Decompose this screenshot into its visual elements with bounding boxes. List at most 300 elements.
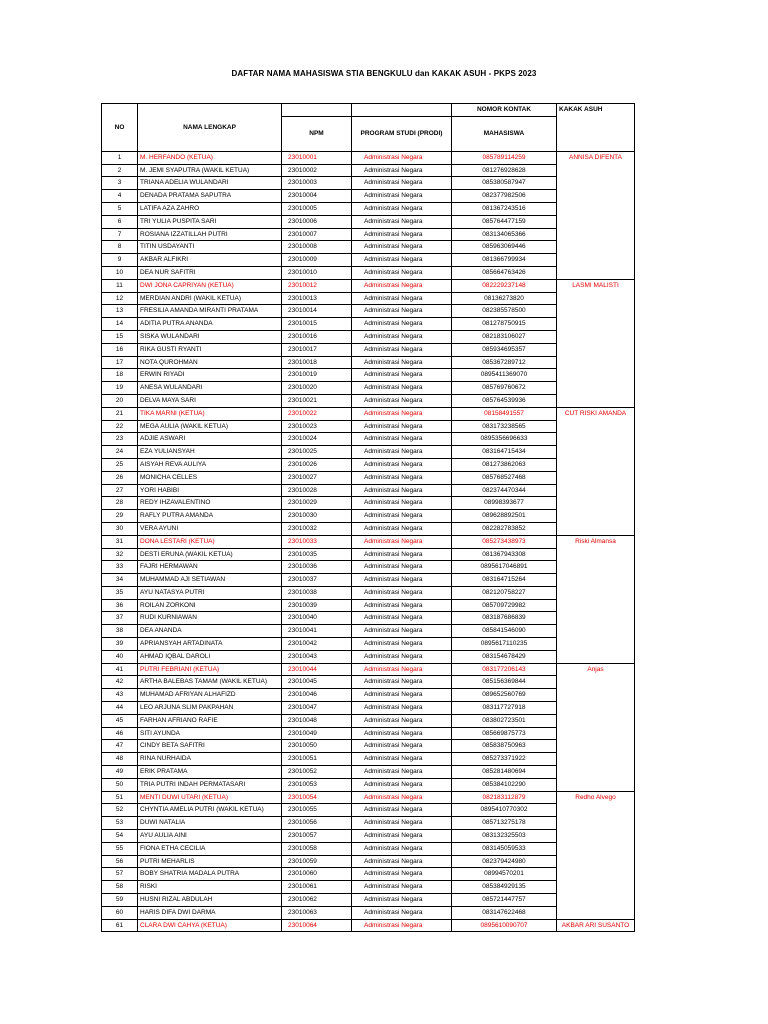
row-npm: 23010019: [282, 369, 352, 382]
row-nama: CLARA DWI CAHYA (KETUA): [138, 919, 282, 932]
row-no: 28: [102, 497, 138, 510]
table-row: [102, 702, 635, 715]
table-row: [102, 292, 635, 305]
row-npm: 23010013: [282, 292, 352, 305]
table-row: [102, 778, 635, 791]
row-npm: 23010032: [282, 522, 352, 535]
row-no: 56: [102, 855, 138, 868]
row-no: 2: [102, 164, 138, 177]
row-nama: RIKA GUSTI RYANTI: [138, 343, 282, 356]
row-npm: 23010016: [282, 330, 352, 343]
row-nama: FARHAN AFRIANO RAFIE: [138, 714, 282, 727]
row-prodi: Administrasi Negara: [352, 881, 452, 894]
row-nama: ADITIA PUTRA ANANDA: [138, 318, 282, 331]
row-kontak: 085380587947: [452, 177, 557, 190]
row-prodi: Administrasi Negara: [352, 522, 452, 535]
table-row: [102, 177, 635, 190]
row-prodi: Administrasi Negara: [352, 356, 452, 369]
row-kontak: 085789114259: [452, 151, 557, 164]
row-prodi: Administrasi Negara: [352, 382, 452, 395]
table-row: [102, 330, 635, 343]
row-kontak: 085713275178: [452, 817, 557, 830]
row-nama: AISYAH REVA AULIYA: [138, 458, 282, 471]
table-body: [102, 151, 635, 932]
table-row: [102, 868, 635, 881]
row-no: 15: [102, 330, 138, 343]
row-npm: 23010018: [282, 356, 352, 369]
row-prodi: Administrasi Negara: [352, 292, 452, 305]
row-nama: DUWI NATALIA: [138, 817, 282, 830]
table-row: [102, 574, 635, 587]
row-kontak: 083134065366: [452, 228, 557, 241]
row-nama: CHYNTIA AMELIA PUTRI (WAKIL KETUA): [138, 804, 282, 817]
row-prodi: Administrasi Negara: [352, 190, 452, 203]
table-row: [102, 586, 635, 599]
row-prodi: Administrasi Negara: [352, 369, 452, 382]
table-row: [102, 497, 635, 510]
row-kontak: 0895617046891: [452, 561, 557, 574]
row-nama: TITIN USDAYANTI: [138, 241, 282, 254]
row-prodi: Administrasi Negara: [352, 548, 452, 561]
header-nomor-kontak: NOMOR KONTAK: [452, 104, 557, 117]
row-prodi: Administrasi Negara: [352, 650, 452, 663]
row-prodi: Administrasi Negara: [352, 228, 452, 241]
row-kontak: 0895617110235: [452, 638, 557, 651]
row-kontak: 083802723501: [452, 714, 557, 727]
row-no: 26: [102, 471, 138, 484]
row-no: 48: [102, 753, 138, 766]
kakak-asuh-cell: Riski Almansa: [557, 535, 635, 663]
row-npm: 23010021: [282, 394, 352, 407]
row-kontak: 083173238565: [452, 420, 557, 433]
row-npm: 23010054: [282, 791, 352, 804]
table-row: [102, 510, 635, 523]
page-title: DAFTAR NAMA MAHASISWA STIA BENGKULU dan KAKAK ASUH - PKPS 2023: [231, 69, 537, 78]
row-npm: 23010052: [282, 766, 352, 779]
row-prodi: Administrasi Negara: [352, 919, 452, 932]
table-row: [102, 266, 635, 279]
row-prodi: Administrasi Negara: [352, 433, 452, 446]
row-nama: BOBY SHATRIA MADALA PUTRA: [138, 868, 282, 881]
row-npm: 23010058: [282, 842, 352, 855]
row-kontak: 082120758227: [452, 586, 557, 599]
row-kontak: 083177206143: [452, 663, 557, 676]
row-prodi: Administrasi Negara: [352, 241, 452, 254]
row-nama: FAJRI HERMAWAN: [138, 561, 282, 574]
table-row: [102, 407, 635, 420]
row-npm: 23010049: [282, 727, 352, 740]
header-npm-spacer: [282, 104, 352, 117]
row-nama: SITI AYUNDA: [138, 727, 282, 740]
row-prodi: Administrasi Negara: [352, 177, 452, 190]
row-prodi: Administrasi Negara: [352, 868, 452, 881]
row-npm: 23010043: [282, 650, 352, 663]
row-npm: 23010022: [282, 407, 352, 420]
row-no: 60: [102, 906, 138, 919]
row-prodi: Administrasi Negara: [352, 458, 452, 471]
row-prodi: Administrasi Negara: [352, 484, 452, 497]
row-nama: AKBAR ALFIKRI: [138, 254, 282, 267]
row-no: 9: [102, 254, 138, 267]
row-no: 47: [102, 740, 138, 753]
table-row: [102, 279, 635, 292]
table-row: [102, 215, 635, 228]
row-no: 21: [102, 407, 138, 420]
header-prodi: PROGRAM STUDI (PRODI): [352, 116, 452, 151]
row-prodi: Administrasi Negara: [352, 830, 452, 843]
row-npm: 23010062: [282, 894, 352, 907]
table-row: [102, 522, 635, 535]
row-prodi: Administrasi Negara: [352, 343, 452, 356]
row-prodi: Administrasi Negara: [352, 714, 452, 727]
table-row: [102, 535, 635, 548]
table-row: [102, 164, 635, 177]
row-npm: 23010017: [282, 343, 352, 356]
row-nama: RUDI KURNIAWAN: [138, 612, 282, 625]
row-kontak: 082377982506: [452, 190, 557, 203]
row-kontak: 08998393677: [452, 497, 557, 510]
row-npm: 23010027: [282, 471, 352, 484]
row-npm: 23010040: [282, 612, 352, 625]
row-npm: 23010053: [282, 778, 352, 791]
row-nama: MENTI DUWI UTARI (KETUA): [138, 791, 282, 804]
row-no: 7: [102, 228, 138, 241]
row-kontak: 085709729982: [452, 599, 557, 612]
row-no: 52: [102, 804, 138, 817]
row-kontak: 082183112879: [452, 791, 557, 804]
row-npm: 23010037: [282, 574, 352, 587]
row-nama: RAFLY PUTRA AMANDA: [138, 510, 282, 523]
row-nama: ADJIE ASWARI: [138, 433, 282, 446]
row-nama: MEGA AULIA (WAKIL KETUA): [138, 420, 282, 433]
row-kontak: 082385578500: [452, 305, 557, 318]
table-row: [102, 241, 635, 254]
row-nama: ERWIN RIYADI: [138, 369, 282, 382]
row-nama: DEA NUR SAFITRI: [138, 266, 282, 279]
table-row: [102, 190, 635, 203]
row-no: 31: [102, 535, 138, 548]
row-nama: LATIFA AZA ZAHRO: [138, 202, 282, 215]
table-row: [102, 881, 635, 894]
row-nama: TIKA MARNI (KETUA): [138, 407, 282, 420]
row-kontak: 085768527468: [452, 471, 557, 484]
row-npm: 23010060: [282, 868, 352, 881]
row-no: 50: [102, 778, 138, 791]
row-nama: TRI YULIA PUSPITA SARI: [138, 215, 282, 228]
table-row: [102, 433, 635, 446]
row-no: 19: [102, 382, 138, 395]
row-npm: 23010045: [282, 676, 352, 689]
row-kontak: 085384102290: [452, 778, 557, 791]
row-no: 20: [102, 394, 138, 407]
row-kontak: 082282783852: [452, 522, 557, 535]
kakak-asuh-cell: AKBAR ARI SUSANTO: [557, 919, 635, 932]
row-kontak: 085669875773: [452, 727, 557, 740]
row-nama: AYU AULIA AINI: [138, 830, 282, 843]
row-npm: 23010061: [282, 881, 352, 894]
table-row: [102, 446, 635, 459]
table-row: [102, 855, 635, 868]
row-prodi: Administrasi Negara: [352, 266, 452, 279]
row-no: 12: [102, 292, 138, 305]
row-prodi: Administrasi Negara: [352, 279, 452, 292]
row-nama: REDY IHZAVALENTINO: [138, 497, 282, 510]
row-kontak: 085367289712: [452, 356, 557, 369]
table-row: [102, 458, 635, 471]
row-npm: 23010039: [282, 599, 352, 612]
row-no: 38: [102, 625, 138, 638]
row-kontak: 081367243516: [452, 202, 557, 215]
row-npm: 23010051: [282, 753, 352, 766]
row-nama: FIONA ETHA CECILIA: [138, 842, 282, 855]
row-npm: 23010033: [282, 535, 352, 548]
row-prodi: Administrasi Negara: [352, 894, 452, 907]
table-row: [102, 740, 635, 753]
row-nama: CINDY BETA SAFITRI: [138, 740, 282, 753]
row-npm: 23010046: [282, 689, 352, 702]
kakak-asuh-cell: Redho Alvego: [557, 791, 635, 919]
header-prodi-spacer: [352, 104, 452, 117]
table-row: [102, 625, 635, 638]
row-nama: HARIS DIFA DWI DARMA: [138, 906, 282, 919]
row-nama: HUSNI RIZAL ABDULAH: [138, 894, 282, 907]
row-npm: 23010056: [282, 817, 352, 830]
row-prodi: Administrasi Negara: [352, 420, 452, 433]
row-kontak: 08994570201: [452, 868, 557, 881]
table-row: [102, 305, 635, 318]
table-row: [102, 484, 635, 497]
row-prodi: Administrasi Negara: [352, 599, 452, 612]
row-prodi: Administrasi Negara: [352, 574, 452, 587]
row-no: 58: [102, 881, 138, 894]
row-kontak: 0895356696633: [452, 433, 557, 446]
row-no: 51: [102, 791, 138, 804]
row-kontak: 083187686839: [452, 612, 557, 625]
table-row: [102, 343, 635, 356]
row-kontak: 08158491557: [452, 407, 557, 420]
row-no: 27: [102, 484, 138, 497]
row-prodi: Administrasi Negara: [352, 676, 452, 689]
row-prodi: Administrasi Negara: [352, 215, 452, 228]
row-nama: ERIK PRATAMA: [138, 766, 282, 779]
row-no: 44: [102, 702, 138, 715]
table-row: [102, 663, 635, 676]
row-no: 29: [102, 510, 138, 523]
row-no: 41: [102, 663, 138, 676]
table-row: [102, 471, 635, 484]
row-kontak: 082229237148: [452, 279, 557, 292]
row-npm: 23010005: [282, 202, 352, 215]
row-nama: DWI JONA CAPRIYAN (KETUA): [138, 279, 282, 292]
header-kakak-asuh: KAKAK ASUH: [557, 104, 635, 152]
table-row: [102, 356, 635, 369]
table-row: [102, 650, 635, 663]
row-prodi: Administrasi Negara: [352, 612, 452, 625]
table-row: [102, 548, 635, 561]
row-kontak: 081367943308: [452, 548, 557, 561]
table-row: [102, 676, 635, 689]
row-npm: 23010001: [282, 151, 352, 164]
row-nama: MERDIAN ANDRI (WAKIL KETUA): [138, 292, 282, 305]
row-nama: ANESA WULANDARI: [138, 382, 282, 395]
row-prodi: Administrasi Negara: [352, 151, 452, 164]
table-header: [102, 104, 635, 152]
row-no: 34: [102, 574, 138, 587]
row-npm: 23010020: [282, 382, 352, 395]
row-nama: ROSIANA IZZATILLAH PUTRI: [138, 228, 282, 241]
row-kontak: 082374470344: [452, 484, 557, 497]
row-kontak: 089628892501: [452, 510, 557, 523]
table-row: [102, 906, 635, 919]
row-prodi: Administrasi Negara: [352, 394, 452, 407]
table-row: [102, 151, 635, 164]
row-npm: 23010050: [282, 740, 352, 753]
row-no: 53: [102, 817, 138, 830]
header-npm: NPM: [282, 116, 352, 151]
row-nama: PUTRI MEHARLIS: [138, 855, 282, 868]
table-row: [102, 318, 635, 331]
row-nama: VERA AYUNI: [138, 522, 282, 535]
row-kontak: 083154678429: [452, 650, 557, 663]
header-nama: NAMA LENGKAP: [138, 104, 282, 152]
row-prodi: Administrasi Negara: [352, 702, 452, 715]
row-kontak: 089652560769: [452, 689, 557, 702]
row-kontak: 085838750963: [452, 740, 557, 753]
table-row: [102, 420, 635, 433]
row-kontak: 082183106027: [452, 330, 557, 343]
row-no: 14: [102, 318, 138, 331]
row-no: 24: [102, 446, 138, 459]
row-prodi: Administrasi Negara: [352, 804, 452, 817]
row-prodi: Administrasi Negara: [352, 778, 452, 791]
row-prodi: Administrasi Negara: [352, 446, 452, 459]
row-prodi: Administrasi Negara: [352, 318, 452, 331]
row-npm: 23010042: [282, 638, 352, 651]
table-row: [102, 753, 635, 766]
row-prodi: Administrasi Negara: [352, 906, 452, 919]
row-kontak: 083147622468: [452, 906, 557, 919]
row-prodi: Administrasi Negara: [352, 510, 452, 523]
row-no: 6: [102, 215, 138, 228]
row-npm: 23010010: [282, 266, 352, 279]
row-no: 10: [102, 266, 138, 279]
row-no: 57: [102, 868, 138, 881]
row-no: 46: [102, 727, 138, 740]
row-no: 17: [102, 356, 138, 369]
row-npm: 23010035: [282, 548, 352, 561]
row-prodi: Administrasi Negara: [352, 663, 452, 676]
row-npm: 23010059: [282, 855, 352, 868]
row-npm: 23010041: [282, 625, 352, 638]
row-kontak: 083164715434: [452, 446, 557, 459]
row-kontak: 0895610090707: [452, 919, 557, 932]
row-no: 11: [102, 279, 138, 292]
row-npm: 23010002: [282, 164, 352, 177]
row-npm: 23010064: [282, 919, 352, 932]
row-prodi: Administrasi Negara: [352, 727, 452, 740]
row-no: 16: [102, 343, 138, 356]
row-no: 4: [102, 190, 138, 203]
table-row: [102, 394, 635, 407]
row-kontak: 085963069446: [452, 241, 557, 254]
row-nama: TRIANA ADELIA WULANDARI: [138, 177, 282, 190]
row-npm: 23010006: [282, 215, 352, 228]
row-nama: APRIANSYAH ARTADINATA: [138, 638, 282, 651]
row-no: 25: [102, 458, 138, 471]
row-nama: MUHAMMAD AJI SETIAWAN: [138, 574, 282, 587]
row-kontak: 08136273820: [452, 292, 557, 305]
row-no: 1: [102, 151, 138, 164]
row-kontak: 085384929135: [452, 881, 557, 894]
row-prodi: Administrasi Negara: [352, 497, 452, 510]
row-npm: 23010057: [282, 830, 352, 843]
row-no: 33: [102, 561, 138, 574]
row-nama: EZA YULIANSYAH: [138, 446, 282, 459]
row-npm: 23010063: [282, 906, 352, 919]
header-mahasiswa: MAHASISWA: [452, 116, 557, 151]
row-npm: 23010038: [282, 586, 352, 599]
row-kontak: 085764477159: [452, 215, 557, 228]
row-nama: RINA NURHAIDA: [138, 753, 282, 766]
row-nama: NOTA QUROHMAN: [138, 356, 282, 369]
row-nama: DONA LESTARI (KETUA): [138, 535, 282, 548]
table-row: [102, 830, 635, 843]
row-kontak: 081273862063: [452, 458, 557, 471]
row-no: 40: [102, 650, 138, 663]
row-npm: 23010048: [282, 714, 352, 727]
row-kontak: 085664763426: [452, 266, 557, 279]
row-no: 32: [102, 548, 138, 561]
row-npm: 23010030: [282, 510, 352, 523]
row-prodi: Administrasi Negara: [352, 254, 452, 267]
row-prodi: Administrasi Negara: [352, 407, 452, 420]
table-row: [102, 791, 635, 804]
row-no: 59: [102, 894, 138, 907]
row-kontak: 081276928628: [452, 164, 557, 177]
row-npm: 23010003: [282, 177, 352, 190]
row-no: 45: [102, 714, 138, 727]
row-npm: 23010023: [282, 420, 352, 433]
table-row: [102, 599, 635, 612]
row-npm: 23010055: [282, 804, 352, 817]
row-no: 43: [102, 689, 138, 702]
header-no: NO: [102, 104, 138, 152]
row-npm: 23010044: [282, 663, 352, 676]
row-prodi: Administrasi Negara: [352, 855, 452, 868]
row-nama: MONICHA CELLES: [138, 471, 282, 484]
table-row: [102, 766, 635, 779]
table-row: [102, 254, 635, 267]
row-npm: 23010029: [282, 497, 352, 510]
row-nama: TRIA PUTRI INDAH PERMATASARI: [138, 778, 282, 791]
row-prodi: Administrasi Negara: [352, 330, 452, 343]
row-prodi: Administrasi Negara: [352, 305, 452, 318]
row-no: 5: [102, 202, 138, 215]
kakak-asuh-cell: LASMI MALISTI: [557, 279, 635, 407]
row-nama: AYU NATASYA PUTRI: [138, 586, 282, 599]
row-no: 55: [102, 842, 138, 855]
table-row: [102, 382, 635, 395]
row-kontak: 083132325503: [452, 830, 557, 843]
row-prodi: Administrasi Negara: [352, 586, 452, 599]
row-kontak: 081278750915: [452, 318, 557, 331]
row-nama: RISKI: [138, 881, 282, 894]
row-npm: 23010014: [282, 305, 352, 318]
row-no: 18: [102, 369, 138, 382]
table-row: [102, 714, 635, 727]
kakak-asuh-cell: CUT RISKI AMANDA: [557, 407, 635, 535]
table-row: [102, 369, 635, 382]
